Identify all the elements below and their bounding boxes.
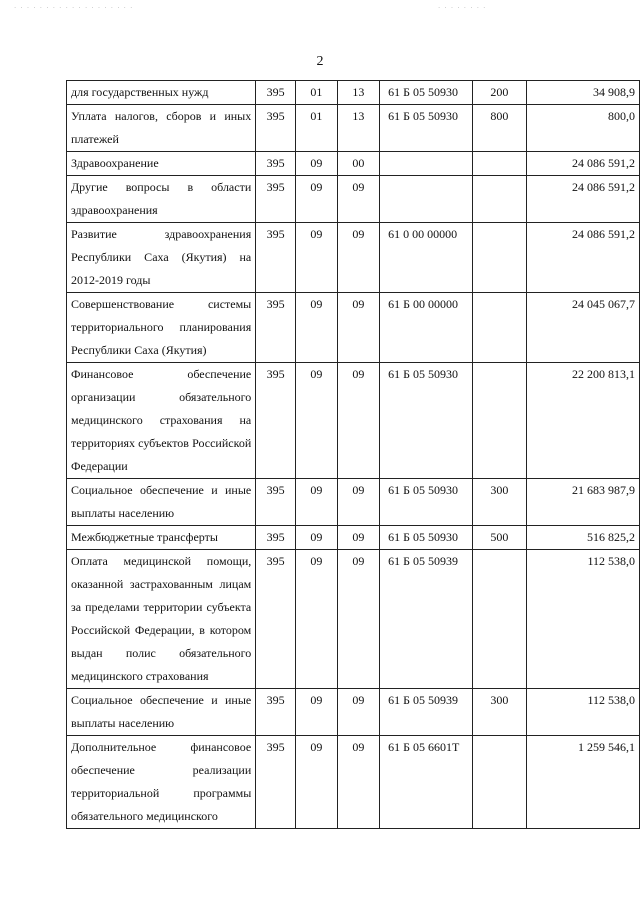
row-subsection: 00: [337, 152, 379, 176]
row-name: Оплата медицинской помощи, оказанной застрахованным лицам за пределами территории субъекта Российской Федерации, в котором выдан полис обязательного медицинского страхования: [67, 550, 256, 689]
row-article: 61 Б 05 50930: [380, 363, 473, 479]
row-expense-type: 500: [473, 526, 527, 550]
row-section: 09: [296, 479, 338, 526]
page-number: 2: [316, 54, 324, 69]
row-subsection: 09: [337, 689, 379, 736]
row-sum: 24 086 591,2: [526, 223, 639, 293]
row-section: 09: [296, 550, 338, 689]
budget-table: [66, 80, 640, 829]
row-sum: 22 200 813,1: [526, 363, 639, 479]
table-row: [67, 176, 640, 223]
row-sum: 800,0: [526, 105, 639, 152]
table-row: [67, 152, 640, 176]
row-article: 61 Б 05 50939: [380, 550, 473, 689]
row-section: 09: [296, 293, 338, 363]
row-name: Финансовое обеспечение организации обязательного медицинского страхования на территориях субъектов Российской Федерации: [67, 363, 256, 479]
row-subsection: 13: [337, 81, 379, 105]
row-name: Другие вопросы в области здравоохранения: [67, 176, 256, 223]
row-sum: 516 825,2: [526, 526, 639, 550]
row-subsection: 09: [337, 293, 379, 363]
table-row: [67, 689, 640, 736]
table-body: [67, 81, 640, 829]
row-code: 395: [256, 105, 296, 152]
table-row: [67, 81, 640, 105]
table-row: [67, 526, 640, 550]
row-code: 395: [256, 736, 296, 829]
row-sum: 21 683 987,9: [526, 479, 639, 526]
row-sum: 24 086 591,2: [526, 176, 639, 223]
table-row: [67, 293, 640, 363]
row-name: Социальное обеспечение и иные выплаты населению: [67, 479, 256, 526]
row-name: для государственных нужд: [67, 81, 256, 105]
row-code: 395: [256, 223, 296, 293]
row-code: 395: [256, 81, 296, 105]
row-code: 395: [256, 550, 296, 689]
row-article: 61 Б 05 50930: [380, 105, 473, 152]
row-section: 09: [296, 223, 338, 293]
row-subsection: 09: [337, 176, 379, 223]
row-section: 09: [296, 176, 338, 223]
row-subsection: 09: [337, 550, 379, 689]
table-row: [67, 736, 640, 829]
row-subsection: 09: [337, 223, 379, 293]
row-sum: 24 086 591,2: [526, 152, 639, 176]
row-code: 395: [256, 293, 296, 363]
table-row: [67, 550, 640, 689]
table-row: [67, 479, 640, 526]
row-expense-type: [473, 176, 527, 223]
row-expense-type: [473, 152, 527, 176]
row-article: [380, 176, 473, 223]
row-sum: 34 908,9: [526, 81, 639, 105]
row-article: 61 Б 05 6601Т: [380, 736, 473, 829]
row-code: 395: [256, 176, 296, 223]
row-section: 09: [296, 736, 338, 829]
row-section: 09: [296, 689, 338, 736]
table-row: [67, 105, 640, 152]
row-subsection: 09: [337, 479, 379, 526]
row-expense-type: [473, 736, 527, 829]
row-expense-type: [473, 223, 527, 293]
row-code: 395: [256, 479, 296, 526]
row-expense-type: 300: [473, 689, 527, 736]
row-section: 09: [296, 363, 338, 479]
row-subsection: 09: [337, 363, 379, 479]
row-code: 395: [256, 526, 296, 550]
row-subsection: 09: [337, 526, 379, 550]
row-name: Развитие здравоохранения Республики Саха (Якутия) на 2012-2019 годы: [67, 223, 256, 293]
row-article: 61 Б 05 50930: [380, 479, 473, 526]
row-expense-type: [473, 293, 527, 363]
row-article: 61 Б 05 50930: [380, 526, 473, 550]
row-sum: 1 259 546,1: [526, 736, 639, 829]
row-article: 61 Б 05 50939: [380, 689, 473, 736]
row-section: 01: [296, 105, 338, 152]
row-code: 395: [256, 152, 296, 176]
row-article: [380, 152, 473, 176]
row-name: Совершенствование системы территориального планирования Республики Саха (Якутия): [67, 293, 256, 363]
row-name: Межбюджетные трансферты: [67, 526, 256, 550]
scan-artifact-right: · · · · · · · ·: [438, 4, 487, 12]
row-section: 09: [296, 152, 338, 176]
row-expense-type: 800: [473, 105, 527, 152]
row-code: 395: [256, 689, 296, 736]
row-name: Социальное обеспечение и иные выплаты населению: [67, 689, 256, 736]
row-article: 61 Б 00 00000: [380, 293, 473, 363]
row-sum: 112 538,0: [526, 550, 639, 689]
scan-artifact-left: · · · · · · · · · · · · · · · · · · ·: [14, 4, 134, 12]
table-row: [67, 223, 640, 293]
row-article: 61 0 00 00000: [380, 223, 473, 293]
row-expense-type: 200: [473, 81, 527, 105]
row-section: 01: [296, 81, 338, 105]
row-sum: 112 538,0: [526, 689, 639, 736]
row-name: Уплата налогов, сборов и иных платежей: [67, 105, 256, 152]
row-sum: 24 045 067,7: [526, 293, 639, 363]
row-expense-type: 300: [473, 479, 527, 526]
row-subsection: 13: [337, 105, 379, 152]
row-code: 395: [256, 363, 296, 479]
row-subsection: 09: [337, 736, 379, 829]
row-name: Здравоохранение: [67, 152, 256, 176]
row-section: 09: [296, 526, 338, 550]
row-expense-type: [473, 363, 527, 479]
row-name: Дополнительное финансовое обеспечение реализации территориальной программы обязательного медицинского: [67, 736, 256, 829]
row-article: 61 Б 05 50930: [380, 81, 473, 105]
row-expense-type: [473, 550, 527, 689]
table-row: [67, 363, 640, 479]
